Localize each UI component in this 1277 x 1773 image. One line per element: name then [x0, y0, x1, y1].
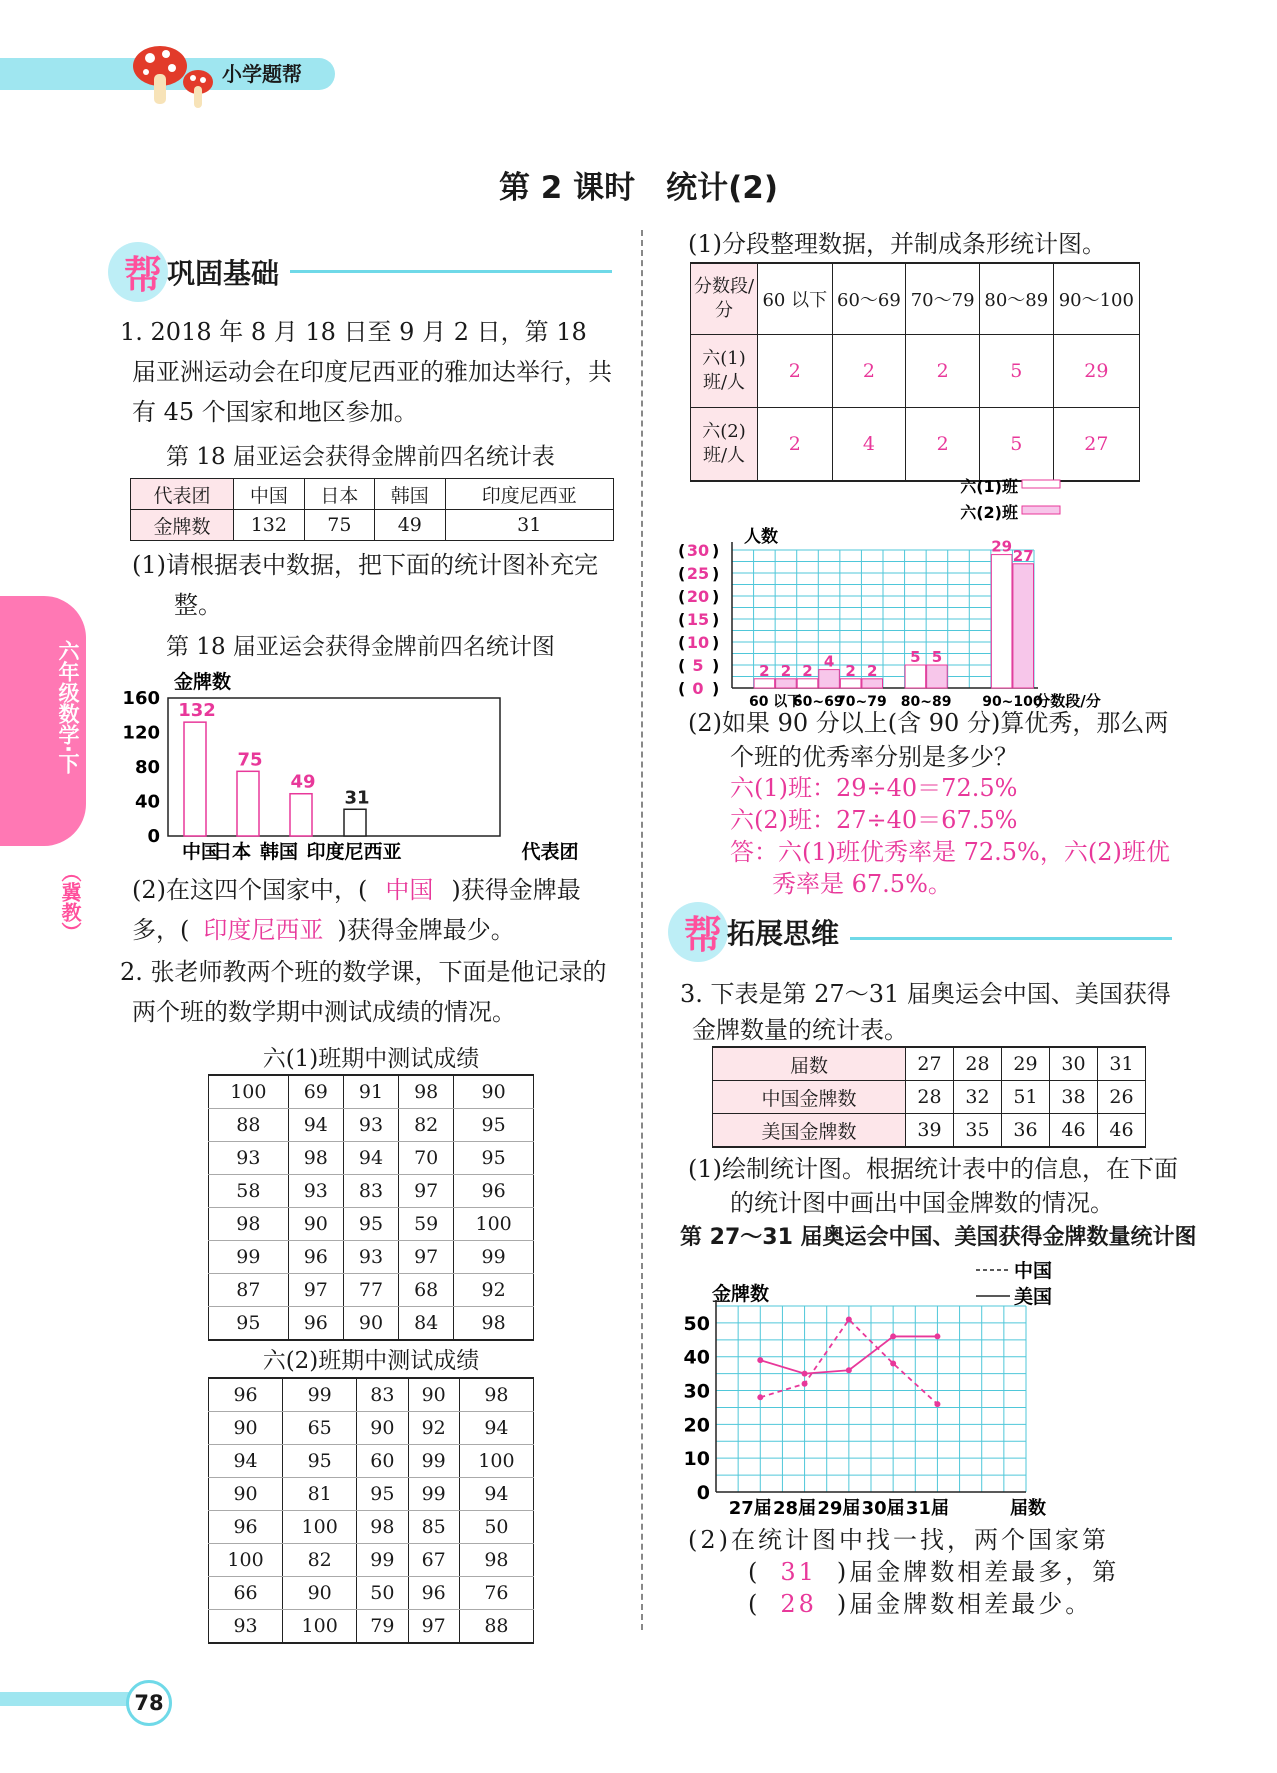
x-tick-label: 日本	[212, 841, 252, 862]
table-cell: 94	[343, 1142, 398, 1175]
table-cell: 日本	[304, 479, 374, 510]
table-row	[209, 1378, 534, 1412]
y-tick-paren: )	[712, 656, 720, 675]
class1-score-table	[208, 1074, 534, 1341]
y-tick-paren: (	[678, 679, 686, 698]
side-tab-grade: 六年级数学·下	[56, 640, 80, 774]
q3-sub1: (1)绘制统计图。根据统计表中的信息，在下面的统计图中画出中国金牌数的情况。	[688, 1155, 1178, 1217]
table-cell: 届数	[713, 1047, 906, 1081]
bar	[797, 679, 818, 688]
data-label: 4	[823, 652, 835, 671]
legend-label: 中国	[1014, 1260, 1053, 1282]
y-axis-label: 金牌数	[174, 671, 232, 693]
table-cell: 51	[1002, 1081, 1050, 1114]
data-label: 5	[910, 648, 921, 666]
table-cell: 97	[399, 1241, 454, 1274]
x-tick-label: 90~100	[982, 694, 1043, 710]
table-cell: 90	[283, 1577, 357, 1610]
y-tick-label: 10	[686, 633, 710, 652]
table-cell: 100	[459, 1445, 533, 1478]
table-cell: 84	[399, 1307, 454, 1341]
data-label: 2	[802, 661, 813, 680]
table-cell: 90	[288, 1208, 343, 1241]
table-cell: 98	[399, 1075, 454, 1109]
brand-name: 小学题帮	[222, 62, 302, 86]
table-cell: 90	[343, 1307, 398, 1341]
medal-bar-chart	[110, 666, 610, 862]
x-tick-label: 70~79	[836, 694, 887, 710]
table-cell: 中国	[234, 479, 304, 510]
section-mark: 帮	[684, 913, 723, 957]
table-cell: 60 以下	[758, 263, 833, 335]
page-number: 78	[126, 1680, 172, 1726]
table-row	[209, 1478, 534, 1511]
table-row	[691, 335, 1140, 408]
q3-answer-most: 31	[780, 1558, 817, 1586]
data-point	[802, 1381, 808, 1387]
data-label: 29	[991, 537, 1013, 556]
table-cell: 88	[209, 1109, 289, 1142]
table-cell: 65	[283, 1412, 357, 1445]
q2-text: 2. 张老师教两个班的数学课，下面是他记录的两个班的数学期中测试成绩的情况。	[120, 958, 607, 1026]
table-cell: 58	[209, 1175, 289, 1208]
table-row	[209, 1412, 534, 1445]
table-cell: 5	[979, 335, 1053, 408]
table-cell: 韩国	[375, 479, 445, 510]
table-cell: 95	[283, 1445, 357, 1478]
table-cell: 100	[283, 1511, 357, 1544]
y-tick-paren: (	[678, 633, 686, 652]
x-axis-label: 届数	[1010, 1498, 1046, 1519]
data-label: 31	[344, 787, 370, 809]
table-cell: 76	[459, 1577, 533, 1610]
table-row	[131, 479, 614, 510]
class2-score-table	[208, 1377, 534, 1644]
x-axis-label: 分数段/分	[1035, 692, 1101, 710]
table-row	[209, 1307, 534, 1341]
table-cell: 87	[209, 1274, 289, 1307]
q3-text: 3. 下表是第 27～31 届奥运会中国、美国获得金牌数量的统计表。	[680, 980, 1171, 1044]
table-row	[209, 1577, 534, 1610]
table-cell: 50	[357, 1577, 408, 1610]
table-cell: 79	[357, 1610, 408, 1644]
bar	[237, 771, 259, 836]
table-cell: 99	[283, 1378, 357, 1412]
side-tab-edition: （冀教）	[58, 862, 82, 942]
table-cell: 46	[1050, 1114, 1098, 1148]
bar	[840, 679, 861, 688]
x-tick-label: 60~69	[792, 694, 844, 710]
table-cell: 94	[459, 1478, 533, 1511]
table-row	[691, 263, 1140, 335]
q2-class1-title: 六(1)班期中测试成绩	[262, 1046, 480, 1072]
bar	[927, 665, 948, 688]
y-tick-label: 0	[147, 826, 160, 847]
x-tick-label: 60 以下	[748, 694, 802, 710]
y-tick-paren: (	[678, 541, 686, 560]
q3-sub2-text: )届金牌数相差最多，第(	[748, 1558, 1120, 1618]
table-row	[209, 1544, 534, 1577]
data-label: 49	[290, 771, 316, 793]
y-tick-label: 15	[686, 610, 710, 629]
table-cell: 97	[399, 1175, 454, 1208]
q1-chart-title: 第 18 届亚运会获得金牌前四名统计图	[166, 634, 555, 660]
table-cell: 82	[283, 1544, 357, 1577]
table-cell: 83	[357, 1378, 408, 1412]
q1-answer-most: 中国	[385, 876, 434, 904]
table-cell: 99	[357, 1544, 408, 1577]
table-cell: 90	[209, 1412, 283, 1445]
table-row	[209, 1109, 534, 1142]
y-tick-label: 20	[686, 587, 710, 606]
lesson-title: 第 2 课时 统计(2)	[498, 170, 779, 206]
table-cell: 26	[1098, 1081, 1146, 1114]
q3-sub2	[688, 1524, 1178, 1620]
table-row	[209, 1208, 534, 1241]
y-tick-label: 30	[686, 541, 710, 560]
bar	[184, 722, 206, 836]
table-cell: 93	[209, 1610, 283, 1644]
data-label: 75	[237, 749, 263, 771]
table-cell: 98	[459, 1544, 533, 1577]
x-tick-label: 韩国	[259, 841, 299, 862]
table-cell: 96	[408, 1577, 459, 1610]
y-tick-paren: )	[712, 587, 720, 606]
data-point	[934, 1401, 940, 1407]
x-tick-label: 31届	[905, 1498, 949, 1519]
q1-medal-table	[130, 478, 614, 541]
y-tick-paren: )	[712, 633, 720, 652]
score-segment-bar-chart	[676, 470, 1156, 710]
q1-sub2-text: )获得金牌最多，(	[132, 876, 581, 944]
y-tick-paren: (	[678, 656, 686, 675]
table-cell: 金牌数	[131, 510, 234, 541]
table-cell: 99	[408, 1445, 459, 1478]
data-point	[802, 1371, 808, 1377]
table-cell: 90	[209, 1478, 283, 1511]
table-cell: 49	[375, 510, 445, 541]
q1-text: 1. 2018 年 8 月 18 日至 9 月 2 日，第 18 届亚洲运动会在印度尼西亚的雅加达举行，共有 45 个国家和地区参加。	[120, 318, 612, 426]
data-label: 27	[1012, 546, 1034, 565]
table-cell: 98	[209, 1208, 289, 1241]
y-axis-label: 人数	[744, 527, 778, 547]
x-tick-label: 中国	[182, 841, 221, 862]
table-cell: 93	[343, 1109, 398, 1142]
y-tick-label: 20	[683, 1414, 710, 1437]
y-axis-label: 金牌数	[712, 1283, 770, 1305]
table-cell: 32	[954, 1081, 1002, 1114]
table-cell: 分数段/分	[691, 263, 758, 335]
table-row	[713, 1081, 1146, 1114]
y-tick-paren: (	[678, 587, 686, 606]
table-cell: 38	[1050, 1081, 1098, 1114]
data-label: 132	[178, 700, 216, 722]
table-cell: 100	[283, 1610, 357, 1644]
table-cell: 95	[454, 1109, 534, 1142]
table-cell: 代表团	[131, 479, 234, 510]
data-point	[757, 1394, 763, 1400]
y-tick-label: 0	[696, 1482, 710, 1504]
table-cell: 80～89	[979, 263, 1053, 335]
table-cell: 2	[758, 335, 833, 408]
table-cell: 96	[209, 1378, 283, 1412]
table-row	[209, 1175, 534, 1208]
bar	[344, 809, 366, 836]
segment-table	[690, 262, 1140, 482]
table-row	[209, 1445, 534, 1478]
table-cell: 39	[906, 1114, 954, 1148]
table-cell: 99	[454, 1241, 534, 1274]
plot-frame	[168, 698, 500, 836]
table-cell: 96	[288, 1241, 343, 1274]
table-cell: 90	[357, 1412, 408, 1445]
section-title: 巩固基础	[167, 257, 280, 290]
x-tick-label: 印度尼西亚	[306, 841, 402, 862]
data-label: 2	[845, 661, 856, 680]
table-cell: 97	[288, 1274, 343, 1307]
table-cell: 28	[954, 1047, 1002, 1081]
table-row	[209, 1511, 534, 1544]
q3-answer-least: 28	[780, 1590, 817, 1618]
y-tick-paren: )	[712, 610, 720, 629]
table-row	[131, 510, 614, 541]
y-tick-label: 0	[692, 679, 704, 698]
table-cell: 70～79	[906, 263, 980, 335]
section-line	[850, 937, 1172, 940]
bar	[862, 679, 883, 688]
table-cell: 99	[408, 1478, 459, 1511]
table-cell: 95	[357, 1478, 408, 1511]
data-point	[890, 1333, 896, 1339]
table-cell: 六(1)班/人	[691, 335, 758, 408]
q1-answer-least: 印度尼西亚	[203, 916, 324, 944]
y-tick-label: 5	[692, 656, 704, 675]
q3-sub2-text: (2)在统计图中找一找，两个国家第(	[688, 1526, 1109, 1586]
table-cell: 132	[234, 510, 304, 541]
y-tick-label: 30	[683, 1380, 710, 1403]
table-cell: 93	[288, 1175, 343, 1208]
olympic-medal-table	[712, 1046, 1146, 1148]
table-cell: 92	[454, 1274, 534, 1307]
y-tick-label: 40	[134, 791, 160, 813]
table-cell: 66	[209, 1577, 283, 1610]
table-cell: 59	[399, 1208, 454, 1241]
table-cell: 88	[459, 1610, 533, 1644]
bar	[754, 679, 775, 688]
legend-label: 六(2)班	[960, 503, 1018, 522]
bar	[290, 794, 312, 836]
q2-sub2: (2)如果 90 分以上(含 90 分)算优秀，那么两个班的优秀率分别是多少？	[688, 709, 1169, 771]
table-cell: 94	[209, 1445, 283, 1478]
table-cell: 100	[209, 1075, 289, 1109]
table-cell: 2	[832, 335, 906, 408]
q1-sub2-text: )获得金牌最少。	[337, 916, 515, 944]
q2-answer-summary: 答：六(1)班优秀率是 72.5%，六(2)班优秀率是 67.5%。	[730, 838, 1170, 898]
bar	[776, 679, 797, 688]
y-tick-paren: (	[678, 564, 686, 583]
table-cell: 中国金牌数	[713, 1081, 906, 1114]
table-cell: 2	[906, 408, 980, 482]
table-cell: 100	[209, 1544, 283, 1577]
table-row	[209, 1241, 534, 1274]
table-cell: 4	[832, 408, 906, 482]
table-cell: 60	[357, 1445, 408, 1478]
section-title: 拓展思维	[727, 917, 840, 950]
table-cell: 29	[1053, 335, 1139, 408]
y-tick-paren: )	[712, 679, 720, 698]
table-cell: 35	[954, 1114, 1002, 1148]
table-cell: 96	[454, 1175, 534, 1208]
table-cell: 46	[1098, 1114, 1146, 1148]
table-cell: 95	[454, 1142, 534, 1175]
table-cell: 95	[209, 1307, 289, 1341]
table-cell: 96	[209, 1511, 283, 1544]
x-axis-label: 代表团	[521, 841, 579, 862]
x-tick-label: 28届	[773, 1498, 817, 1519]
table-cell: 69	[288, 1075, 343, 1109]
data-point	[846, 1317, 852, 1323]
table-cell: 92	[408, 1412, 459, 1445]
table-row	[209, 1142, 534, 1175]
legend-label: 美国	[1014, 1286, 1053, 1308]
q2-class2-title: 六(2)班期中测试成绩	[262, 1348, 480, 1374]
column-divider	[641, 230, 643, 1630]
olympic-line-chart	[676, 1250, 1176, 1524]
table-cell: 99	[209, 1241, 289, 1274]
x-tick-label: 27届	[728, 1498, 772, 1519]
table-cell: 98	[288, 1142, 343, 1175]
table-cell: 82	[399, 1109, 454, 1142]
bar	[991, 555, 1012, 688]
table-cell: 31	[445, 510, 613, 541]
table-cell: 90	[408, 1378, 459, 1412]
bar	[1013, 564, 1034, 688]
table-cell: 85	[408, 1511, 459, 1544]
q3-sub2-text: )届金牌数相差最少。	[836, 1590, 1093, 1618]
q1-sub2-text: (2)在这四个国家中，(	[132, 876, 368, 904]
table-cell: 94	[288, 1109, 343, 1142]
table-cell: 70	[399, 1142, 454, 1175]
table-cell: 91	[343, 1075, 398, 1109]
table-row	[713, 1047, 1146, 1081]
x-tick-label: 80~89	[900, 694, 952, 710]
table-cell: 68	[399, 1274, 454, 1307]
q1-table-title: 第 18 届亚运会获得金牌前四名统计表	[166, 444, 555, 470]
table-cell: 27	[906, 1047, 954, 1081]
table-cell: 印度尼西亚	[445, 479, 613, 510]
table-row	[209, 1610, 534, 1644]
table-cell: 29	[1002, 1047, 1050, 1081]
legend-swatch	[1022, 506, 1060, 514]
q2-answer-class2: 六(2)班：27÷40＝67.5%	[730, 806, 1018, 834]
bar	[819, 670, 840, 688]
q3-chart-title: 第 27～31 届奥运会中国、美国获得金牌数量统计图	[680, 1225, 1197, 1250]
table-cell: 93	[209, 1142, 289, 1175]
footer-bar	[0, 1692, 140, 1706]
data-label: 2	[759, 661, 770, 680]
y-tick-paren: (	[678, 610, 686, 629]
table-cell: 27	[1053, 408, 1139, 482]
y-tick-label: 120	[122, 722, 160, 744]
table-cell: 96	[288, 1307, 343, 1341]
table-cell: 28	[906, 1081, 954, 1114]
mushroom-logo-icon	[128, 44, 218, 116]
x-tick-label: 30届	[861, 1498, 905, 1519]
table-cell: 30	[1050, 1047, 1098, 1081]
data-point	[890, 1360, 896, 1366]
y-tick-label: 80	[134, 757, 160, 778]
table-cell: 95	[343, 1208, 398, 1241]
legend-label: 六(1)班	[960, 477, 1018, 496]
data-point	[934, 1333, 940, 1339]
section-mark: 帮	[124, 253, 163, 297]
table-cell: 98	[357, 1511, 408, 1544]
table-cell: 81	[283, 1478, 357, 1511]
table-cell: 六(2)班/人	[691, 408, 758, 482]
q1-sub1: (1)请根据表中数据，把下面的统计图补充完整。	[132, 551, 598, 619]
data-label: 5	[931, 648, 943, 666]
table-cell: 94	[459, 1412, 533, 1445]
y-tick-label: 10	[683, 1448, 710, 1471]
table-cell: 93	[343, 1241, 398, 1274]
y-tick-label: 50	[683, 1312, 710, 1335]
table-cell: 36	[1002, 1114, 1050, 1148]
table-row	[209, 1274, 534, 1307]
table-cell: 31	[1098, 1047, 1146, 1081]
y-tick-paren: )	[712, 541, 720, 560]
table-cell: 97	[408, 1610, 459, 1644]
table-cell: 75	[304, 510, 374, 541]
table-cell: 2	[906, 335, 980, 408]
table-cell: 90	[454, 1075, 534, 1109]
table-cell: 83	[343, 1175, 398, 1208]
y-tick-label: 40	[683, 1346, 710, 1369]
y-tick-paren: )	[712, 564, 720, 583]
q2-sub1: (1)分段整理数据，并制成条形统计图。	[688, 230, 1106, 258]
table-row	[209, 1075, 534, 1109]
table-cell: 5	[979, 408, 1053, 482]
y-tick-label: 25	[686, 564, 710, 583]
legend-swatch	[1022, 480, 1060, 488]
data-point	[846, 1367, 852, 1373]
q2-answer-class1: 六(1)班：29÷40＝72.5%	[730, 774, 1018, 802]
data-label: 2	[780, 661, 792, 680]
table-cell: 90～100	[1053, 263, 1139, 335]
table-row	[713, 1114, 1146, 1148]
table-cell: 98	[454, 1307, 534, 1341]
bar	[905, 665, 926, 688]
x-tick-label: 29届	[817, 1498, 861, 1519]
table-cell: 50	[459, 1511, 533, 1544]
table-cell: 77	[343, 1274, 398, 1307]
table-cell: 2	[758, 408, 833, 482]
table-cell: 美国金牌数	[713, 1114, 906, 1148]
data-point	[757, 1357, 763, 1363]
section-line	[290, 270, 612, 273]
table-cell: 98	[459, 1378, 533, 1412]
y-tick-label: 160	[122, 688, 160, 709]
q1-sub2	[132, 870, 622, 950]
table-cell: 60～69	[832, 263, 906, 335]
table-cell: 100	[454, 1208, 534, 1241]
table-cell: 67	[408, 1544, 459, 1577]
data-label: 2	[866, 661, 878, 680]
